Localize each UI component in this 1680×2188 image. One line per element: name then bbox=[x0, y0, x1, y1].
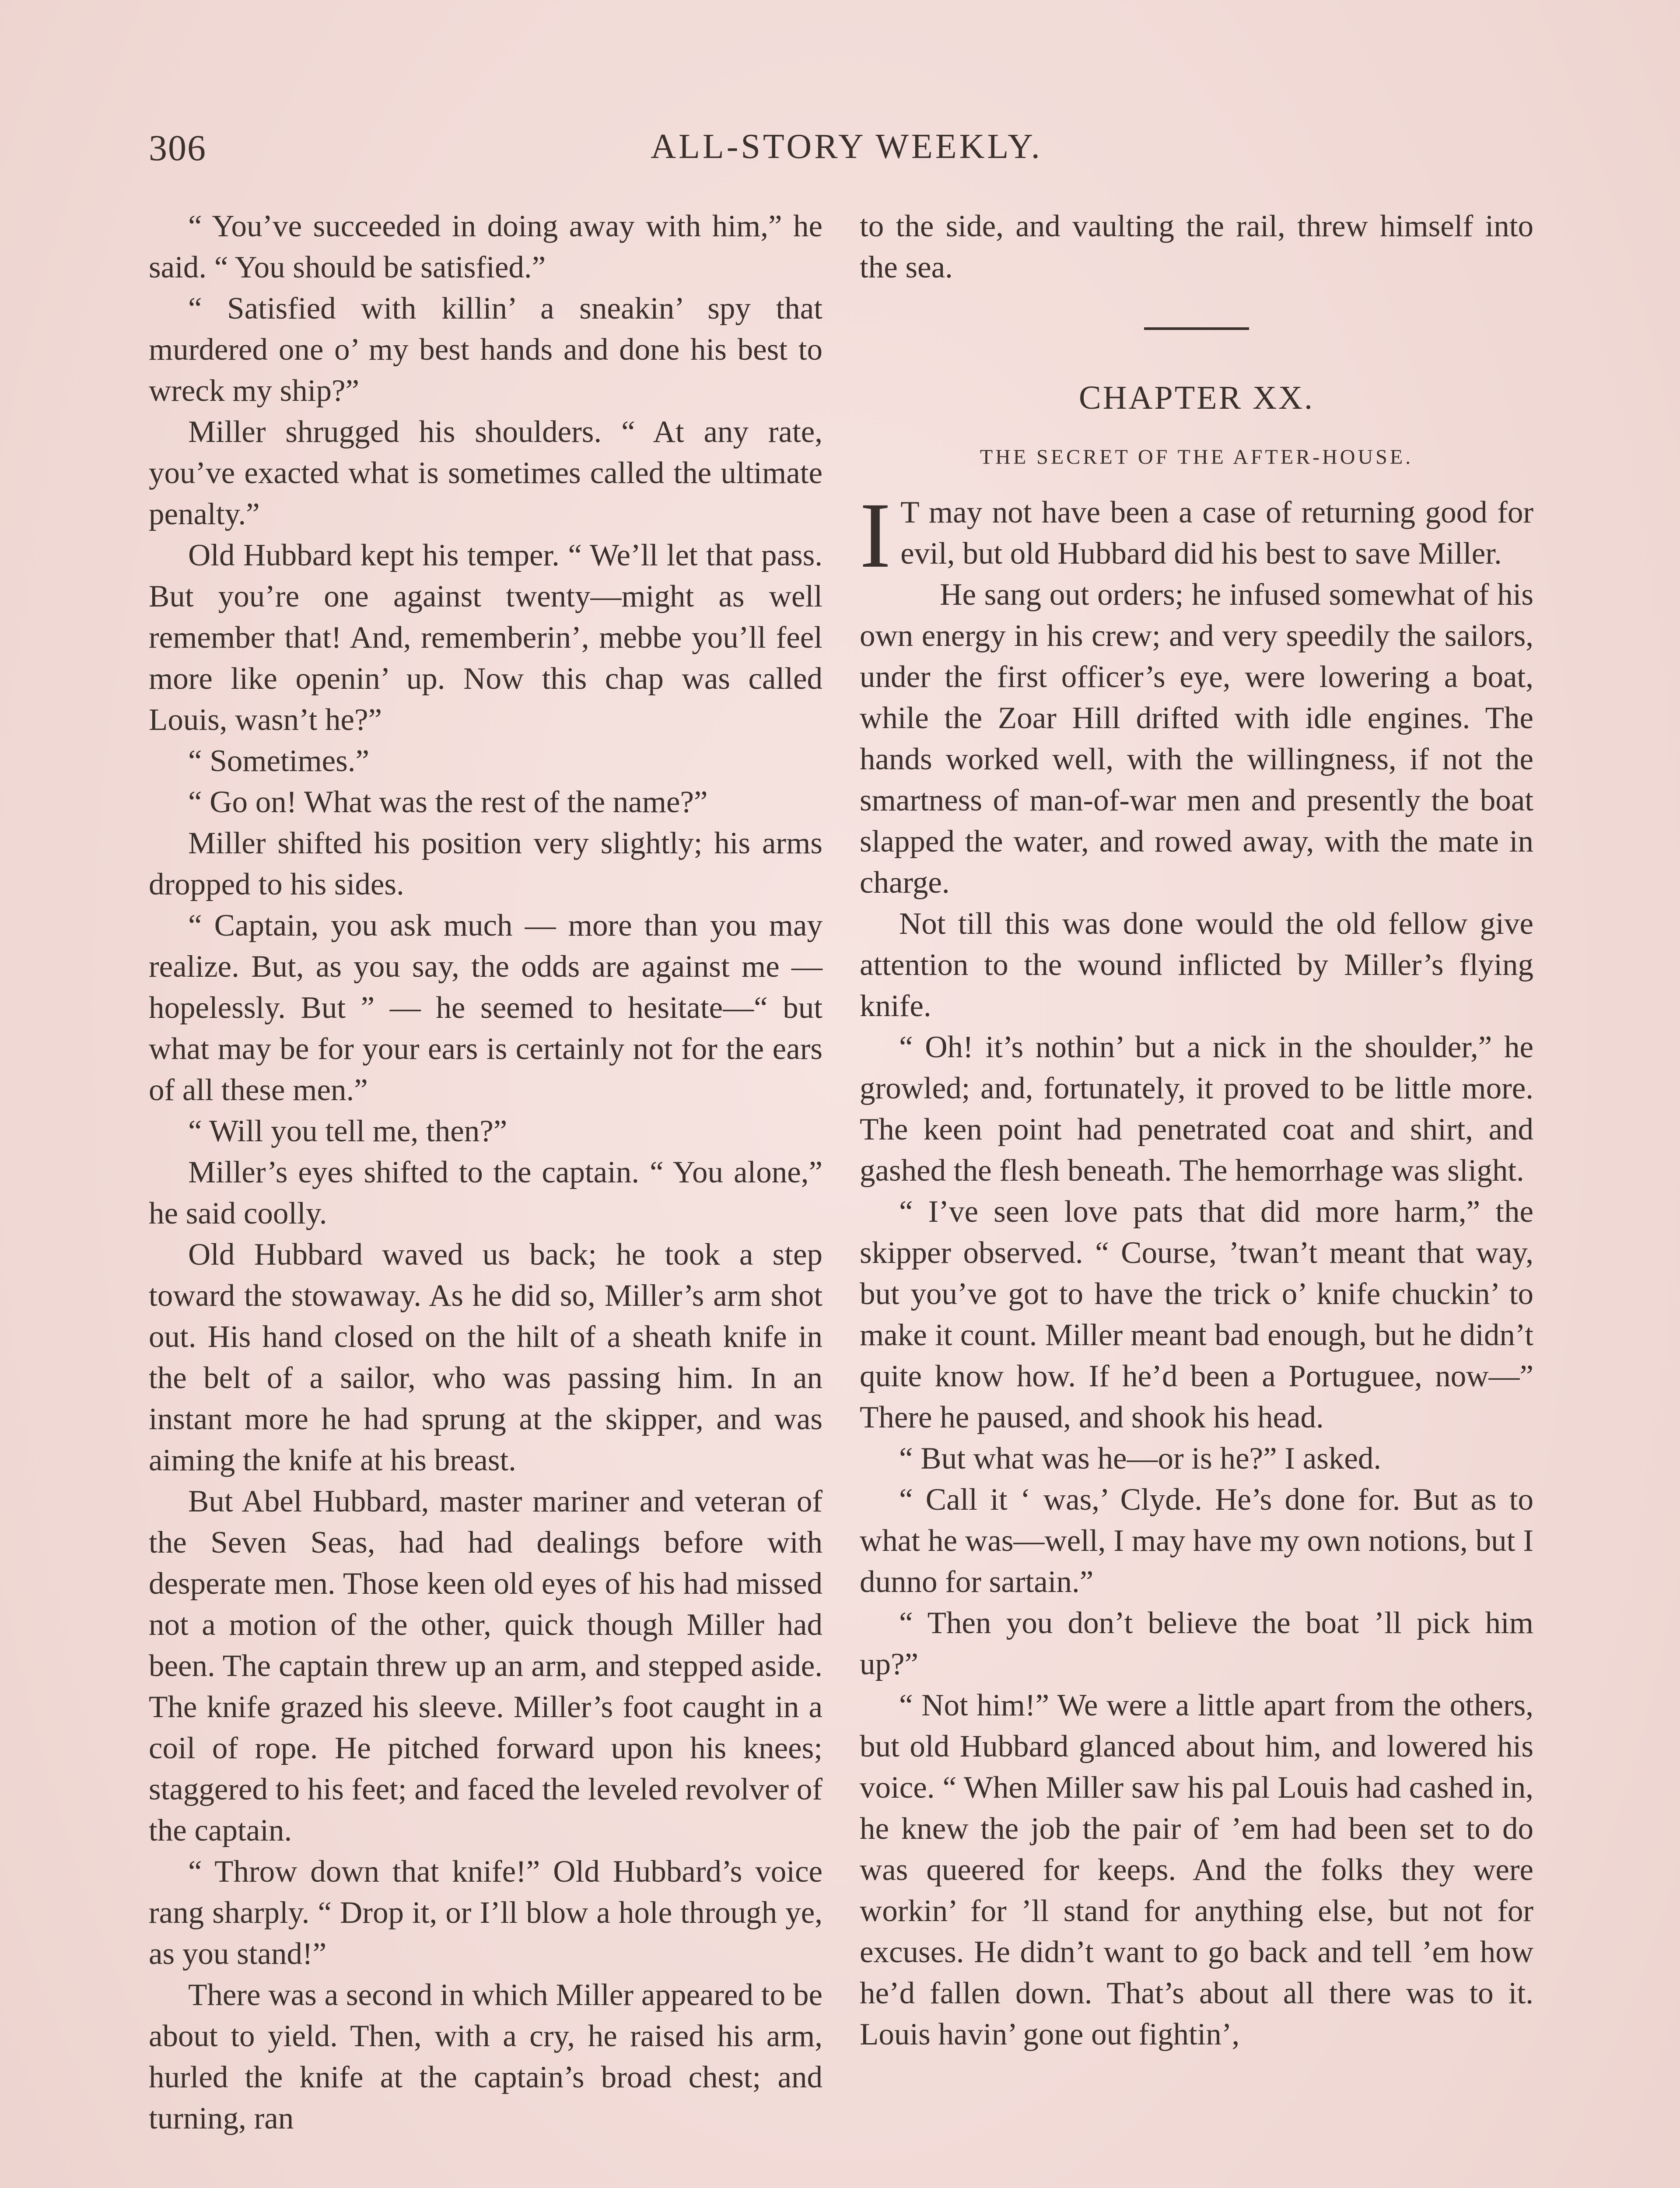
drop-cap: I bbox=[860, 484, 891, 587]
paragraph: “ Captain, you ask much — more than you may realize. But, as you say, the odds are against me — hopelessly. But ” — he seemed to hesitate—“ but what may be for your ears is certainly not for the ears of all these men.” bbox=[149, 908, 822, 1107]
page-number: 306 bbox=[149, 128, 206, 168]
paragraph: Old Hubbard kept his temper. “ We’ll let that pass. But you’re one against twenty—might as well remember that! And, rememberin’, mebbe you’ll feel more like openin’ up. Now this chap was called Louis, wasn’t he?” bbox=[149, 538, 822, 737]
paragraph: “ Oh! it’s nothin’ but a nick in the shoulder,” he growled; and, fortunately, it proved to be little more. The keen point had penetrated coat and shirt, and gashed the flesh beneath. The hemorrhage was slight. bbox=[860, 1030, 1533, 1188]
right-column bbox=[860, 206, 1533, 2055]
paragraph: Miller shrugged his shoulders. “ At any rate, you’ve exacted what is sometimes called the ultimate penalty.” bbox=[149, 415, 822, 531]
left-column bbox=[149, 206, 822, 2139]
running-head bbox=[149, 127, 1544, 175]
paragraph: “ But what was he—or is he?” I asked. bbox=[899, 1441, 1382, 1476]
opening-text: T may not have been a case of returning good for evil, but old Hubbard did his best to save Miller. bbox=[900, 495, 1533, 571]
chapter-title: CHAPTER XX. bbox=[1078, 379, 1315, 416]
paragraph: Not till this was done would the old fellow give attention to the wound inflicted by Miller’s flying knife. bbox=[860, 907, 1533, 1023]
paragraph: “ Will you tell me, then?” bbox=[188, 1114, 508, 1148]
paragraph: “ Call it ‘ was,’ Clyde. He’s done for. But as to what he was—well, I may have my own notions, but I dunno for sartain.” bbox=[860, 1483, 1533, 1599]
paragraph: He sang out orders; he infused somewhat of his own energy in his crew; and very speedily the sailors, under the first officer’s eye, were lowering a boat, while the Zoar Hill drifted with idle engines. The hands worked well, with the willingness, if not the smartness of man-of-war men and presently the boat slapped the water, and rowed away, with the mate in charge. bbox=[860, 578, 1533, 900]
magazine-title: ALL-STORY WEEKLY. bbox=[651, 127, 1043, 166]
paragraph: Miller shifted his position very slightly; his arms dropped to his sides. bbox=[149, 826, 822, 901]
paragraph: “ Throw down that knife!” Old Hubbard’s voice rang sharply. “ Drop it, or I’ll blow a hole through ye, as you stand!” bbox=[149, 1855, 822, 1971]
paragraph: There was a second in which Miller appeared to be about to yield. Then, with a cry, he raised his arm, hurled the knife at the captain’s broad chest; and turning, ran bbox=[149, 1978, 822, 2135]
paragraph: But Abel Hubbard, master mariner and veteran of the Seven Seas, had had dealings before with desperate men. Those keen old eyes of his had missed not a motion of the other, quick though Miller had been. The captain threw up an arm, and stepped aside. The knife grazed his sleeve. Miller’s foot caught in a coil of rope. He pitched forward upon his knees; staggered to his feet; and faced the leveled revolver of the captain. bbox=[149, 1484, 822, 1848]
paragraph: “ Sometimes.” bbox=[188, 744, 370, 778]
paragraph: Miller’s eyes shifted to the captain. “ You alone,” he said coolly. bbox=[149, 1155, 822, 1231]
section-divider bbox=[1144, 327, 1249, 330]
paragraph: “ You’ve succeeded in doing away with him,” he said. “ You should be satisfied.” bbox=[149, 209, 822, 284]
paragraph: “ Then you don’t believe the boat ’ll pick him up?” bbox=[860, 1606, 1533, 1681]
opening-paragraph bbox=[860, 484, 1533, 587]
paragraph: “ I’ve seen love pats that did more harm,” the skipper observed. “ Course, ’twan’t meant that way, but you’ve got to have the trick o’ knife chuckin’ to make it count. Miller meant bad enough, but he didn’t quite know how. If he’d been a Portuguee, now—” There he paused, and shook his head. bbox=[860, 1195, 1533, 1434]
chapter-subtitle: THE SECRET OF THE AFTER-HOUSE. bbox=[980, 445, 1414, 469]
paragraph: “ Not him!” We were a little apart from the others, but old Hubbard glanced about him, and lowered his voice. “ When Miller saw his pal Louis had cashed in, he knew the job the pair of ’em had been set to do was queered for keeps. And the folks they were workin’ for ’ll stand for anything else, but not for excuses. He didn’t want to go back and tell ’em how he’d fallen down. That’s about all there was to it. Louis havin’ gone out fightin’, bbox=[860, 1688, 1533, 2051]
paragraph: Old Hubbard waved us back; he took a step toward the stowaway. As he did so, Miller’s arm shot out. His hand closed on the hilt of a sheath knife in the belt of a sailor, who was passing him. In an instant more he had sprung at the skipper, and was aiming the knife at his breast. bbox=[149, 1238, 822, 1477]
paragraph: “ Go on! What was the rest of the name?” bbox=[188, 785, 708, 819]
paragraph: “ Satisfied with killin’ a sneakin’ spy that murdered one o’ my best hands and done his best to wreck my ship?” bbox=[149, 291, 822, 408]
continuation-paragraph: to the side, and vaulting the rail, threw himself into the sea. bbox=[860, 209, 1533, 284]
